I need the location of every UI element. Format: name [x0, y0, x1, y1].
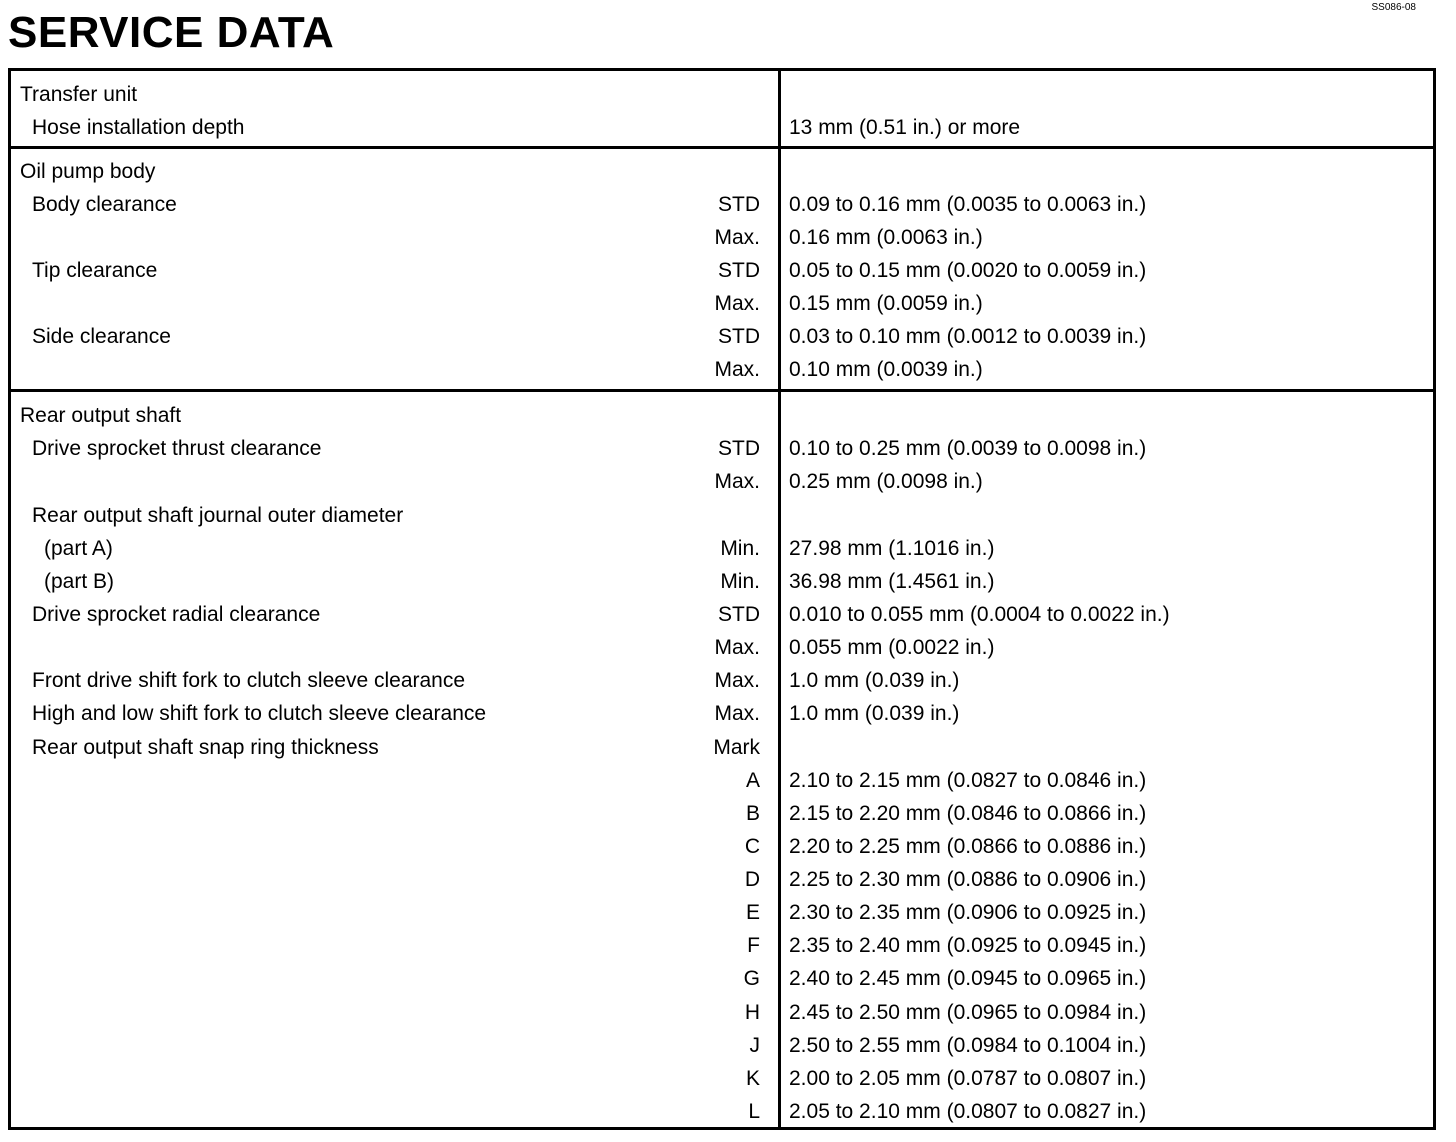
item-label: Oil pump body [20, 160, 156, 183]
spec-value: 0.16 mm (0.0063 in.) [789, 226, 983, 249]
spec-type: STD [718, 325, 760, 348]
spec-type: Min. [720, 537, 760, 560]
section-rear-output-shaft [11, 392, 1433, 1127]
spec-value: 2.00 to 2.05 mm (0.0787 to 0.0807 in.) [789, 1067, 1147, 1090]
table-row [11, 432, 1433, 465]
spec-value: 2.50 to 2.55 mm (0.0984 to 0.1004 in.) [789, 1034, 1147, 1057]
table-row [11, 287, 1433, 320]
spec-value: 27.98 mm (1.1016 in.) [789, 537, 995, 560]
item-label: Front drive shift fork to clutch sleeve clearance [32, 669, 466, 692]
spec-type: Max. [714, 470, 760, 493]
spec-value: 1.0 mm (0.039 in.) [789, 702, 960, 725]
table-row [11, 111, 1433, 144]
table-row [11, 254, 1433, 287]
section-oil-pump-body [11, 149, 1433, 392]
table-row [11, 499, 1433, 532]
spec-value: 2.15 to 2.20 mm (0.0846 to 0.0866 in.) [789, 802, 1147, 825]
spec-value: 0.09 to 0.16 mm (0.0035 to 0.0063 in.) [789, 193, 1147, 216]
spec-value: 2.20 to 2.25 mm (0.0866 to 0.0886 in.) [789, 835, 1147, 858]
item-label: Hose installation depth [32, 116, 245, 139]
item-label: Tip clearance [32, 259, 158, 282]
spec-type: Max. [714, 702, 760, 725]
table-row [11, 565, 1433, 598]
spec-value: 0.055 mm (0.0022 in.) [789, 636, 995, 659]
spec-type: G [743, 967, 760, 990]
spec-value: 0.15 mm (0.0059 in.) [789, 292, 983, 315]
spec-value: 2.30 to 2.35 mm (0.0906 to 0.0925 in.) [789, 901, 1147, 924]
item-label: Drive sprocket radial clearance [32, 603, 321, 626]
item-label: (part A) [44, 537, 113, 560]
table-row [11, 221, 1433, 254]
table-row [11, 830, 1433, 863]
service-data-table [8, 68, 1436, 1130]
table-row [11, 697, 1433, 730]
spec-type: Max. [714, 292, 760, 315]
spec-type: Max. [714, 226, 760, 249]
table-row [11, 399, 1433, 432]
spec-type: E [745, 901, 760, 924]
item-label: Body clearance [32, 193, 177, 216]
spec-type: STD [718, 437, 760, 460]
spec-type: A [745, 769, 760, 792]
item-label: Side clearance [32, 325, 171, 348]
spec-value: 0.010 to 0.055 mm (0.0004 to 0.0022 in.) [789, 603, 1170, 626]
spec-value: 2.05 to 2.10 mm (0.0807 to 0.0827 in.) [789, 1100, 1147, 1123]
spec-value: 36.98 mm (1.4561 in.) [789, 570, 995, 593]
spec-value: 2.45 to 2.50 mm (0.0965 to 0.0984 in.) [789, 1001, 1147, 1024]
spec-value: 0.25 mm (0.0098 in.) [789, 470, 983, 493]
spec-value: 2.35 to 2.40 mm (0.0925 to 0.0945 in.) [789, 934, 1147, 957]
spec-value: 2.10 to 2.15 mm (0.0827 to 0.0846 in.) [789, 769, 1147, 792]
document-code: SS086-08 [1371, 2, 1416, 13]
item-label: Drive sprocket thrust clearance [32, 437, 322, 460]
table-row [11, 465, 1433, 498]
spec-type: Max. [714, 636, 760, 659]
item-label: Rear output shaft snap ring thickness [32, 736, 379, 759]
page-title: SERVICE DATA [8, 8, 335, 57]
spec-type: STD [718, 193, 760, 216]
spec-type: Max. [714, 669, 760, 692]
table-row [11, 631, 1433, 664]
table-row [11, 731, 1433, 764]
spec-type: Max. [714, 358, 760, 381]
spec-value: 2.40 to 2.45 mm (0.0945 to 0.0965 in.) [789, 967, 1147, 990]
spec-type: L [748, 1100, 760, 1123]
spec-value: 0.10 to 0.25 mm (0.0039 to 0.0098 in.) [789, 437, 1147, 460]
table-row [11, 532, 1433, 565]
spec-type: F [747, 934, 760, 957]
spec-value: 1.0 mm (0.039 in.) [789, 669, 960, 692]
spec-value: 0.03 to 0.10 mm (0.0012 to 0.0039 in.) [789, 325, 1147, 348]
item-label: Transfer unit [20, 83, 138, 106]
spec-type: STD [718, 259, 760, 282]
spec-type: D [744, 868, 760, 891]
spec-type: Mark [713, 736, 760, 759]
table-row [11, 764, 1433, 797]
table-row [11, 863, 1433, 896]
item-label: (part B) [44, 570, 115, 593]
table-row [11, 155, 1433, 188]
spec-value: 0.05 to 0.15 mm (0.0020 to 0.0059 in.) [789, 259, 1147, 282]
table-row [11, 188, 1433, 221]
table-row [11, 797, 1433, 830]
table-row [11, 598, 1433, 631]
table-row [11, 1029, 1433, 1062]
spec-type: H [744, 1001, 760, 1024]
spec-type: J [749, 1034, 760, 1057]
table-row [11, 320, 1433, 353]
item-label: High and low shift fork to clutch sleeve clearance [32, 702, 487, 725]
spec-value: 2.25 to 2.30 mm (0.0886 to 0.0906 in.) [789, 868, 1147, 891]
spec-value: 0.10 mm (0.0039 in.) [789, 358, 983, 381]
spec-type: Min. [720, 570, 760, 593]
spec-type: B [745, 802, 760, 825]
table-row [11, 896, 1433, 929]
table-row [11, 78, 1433, 111]
item-label: Rear output shaft journal outer diameter [32, 504, 404, 527]
table-row [11, 996, 1433, 1029]
table-row [11, 929, 1433, 962]
item-label: Rear output shaft [20, 404, 182, 427]
table-row [11, 1095, 1433, 1128]
spec-type: K [745, 1067, 760, 1090]
table-row [11, 664, 1433, 697]
table-row [11, 353, 1433, 386]
spec-type: C [744, 835, 760, 858]
spec-value: 13 mm (0.51 in.) or more [789, 116, 1021, 139]
spec-type: STD [718, 603, 760, 626]
section-transfer-unit [11, 71, 1433, 149]
table-row [11, 962, 1433, 995]
table-row [11, 1062, 1433, 1095]
